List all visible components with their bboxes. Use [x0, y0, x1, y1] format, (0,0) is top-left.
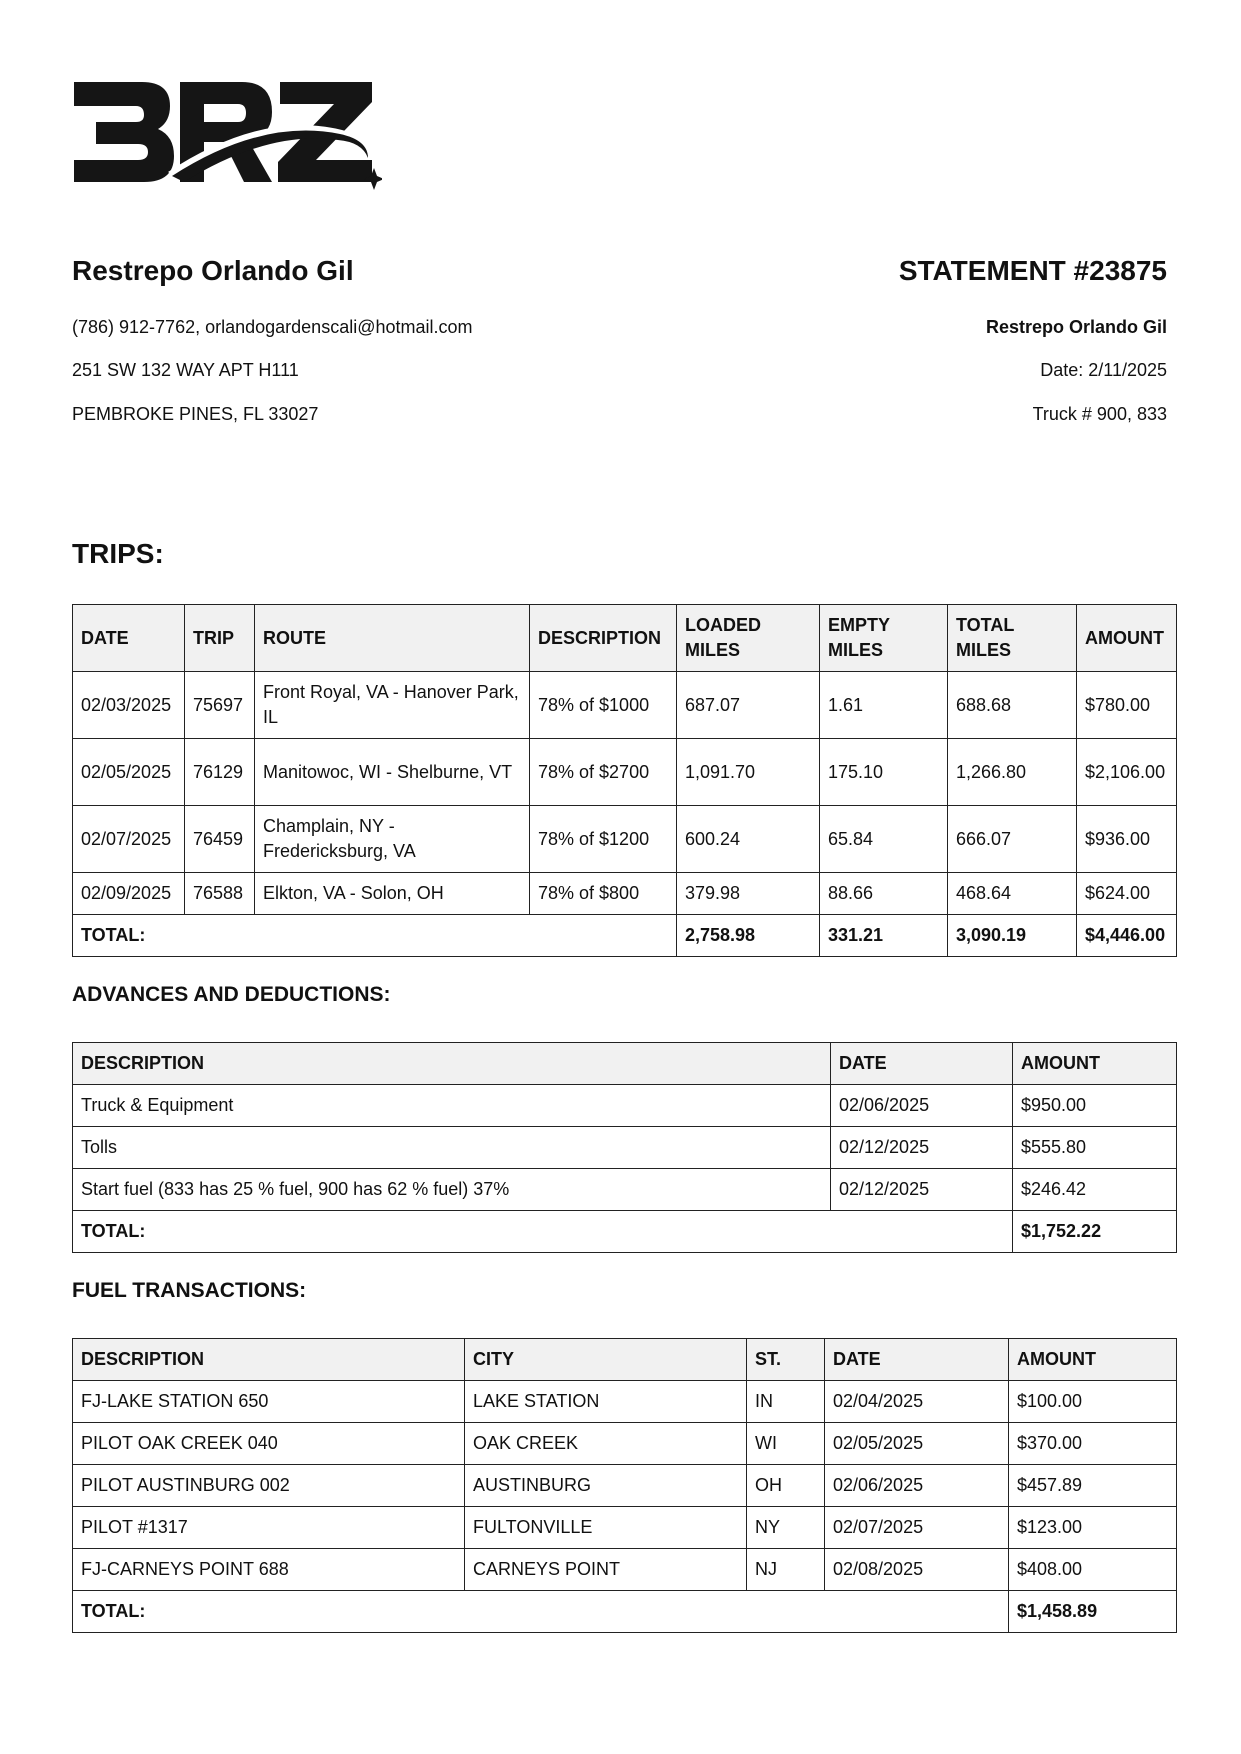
statement-title: STATEMENT #23875 — [898, 255, 1167, 286]
table-row — [73, 739, 1177, 806]
table-cell: 02/07/2025 — [73, 806, 185, 873]
table-row — [73, 1507, 1177, 1549]
driver-contact: (786) 912-7762, orlandogardenscali@hotmail.com — [72, 317, 473, 337]
table-row — [73, 1127, 1177, 1169]
column-header: AMOUNT — [1013, 1043, 1177, 1085]
table-cell: Truck & Equipment — [73, 1085, 831, 1127]
trips-table — [72, 604, 1177, 957]
table-cell: FJ-LAKE STATION 650 — [73, 1381, 465, 1423]
table-cell: 02/05/2025 — [73, 739, 185, 806]
table-cell: $950.00 — [1013, 1085, 1177, 1127]
table-cell: 666.07 — [948, 806, 1077, 873]
table-cell: PILOT OAK CREEK 040 — [73, 1423, 465, 1465]
table-cell: NY — [747, 1507, 825, 1549]
trips-title: TRIPS: — [72, 538, 164, 569]
table-cell: Front Royal, VA - Hanover Park, IL — [255, 672, 530, 739]
table-cell: 78% of $1200 — [530, 806, 677, 873]
table-row — [73, 1169, 1177, 1211]
table-row — [73, 873, 1177, 915]
brz-logo — [72, 80, 382, 190]
table-cell: 02/06/2025 — [831, 1085, 1013, 1127]
table-cell: 379.98 — [677, 873, 820, 915]
table-cell: NJ — [747, 1549, 825, 1591]
table-cell: PILOT AUSTINBURG 002 — [73, 1465, 465, 1507]
table-cell: 1,091.70 — [677, 739, 820, 806]
table-row — [73, 1465, 1177, 1507]
table-cell: 02/08/2025 — [825, 1549, 1009, 1591]
table-cell: 600.24 — [677, 806, 820, 873]
table-cell: Start fuel (833 has 25 % fuel, 900 has 62 % fuel) 37% — [73, 1169, 831, 1211]
total-row — [73, 915, 1177, 957]
table-cell: 468.64 — [948, 873, 1077, 915]
table-cell: 02/04/2025 — [825, 1381, 1009, 1423]
table-cell: $123.00 — [1009, 1507, 1177, 1549]
table-header-row — [73, 1339, 1177, 1381]
driver-address-line2: PEMBROKE PINES, FL 33027 — [72, 404, 319, 424]
column-header: AMOUNT — [1009, 1339, 1177, 1381]
total-label: TOTAL: — [73, 915, 677, 957]
total-row — [73, 1591, 1177, 1633]
table-cell: 76588 — [185, 873, 255, 915]
table-cell: 02/03/2025 — [73, 672, 185, 739]
table-cell: $246.42 — [1013, 1169, 1177, 1211]
driver-name: Restrepo Orlando Gil — [72, 255, 354, 286]
column-header: EMPTY MILES — [820, 605, 948, 672]
table-cell: AUSTINBURG — [465, 1465, 747, 1507]
table-cell: 78% of $2700 — [530, 739, 677, 806]
column-header: TOTAL MILES — [948, 605, 1077, 672]
table-cell: 1.61 — [820, 672, 948, 739]
table-cell: 76459 — [185, 806, 255, 873]
table-cell: $100.00 — [1009, 1381, 1177, 1423]
table-cell: 78% of $1000 — [530, 672, 677, 739]
table-cell: $457.89 — [1009, 1465, 1177, 1507]
table-cell: 02/05/2025 — [825, 1423, 1009, 1465]
column-header: DATE — [825, 1339, 1009, 1381]
table-row — [73, 806, 1177, 873]
statement-date: Date: 2/11/2025 — [1040, 360, 1167, 380]
table-cell: 688.68 — [948, 672, 1077, 739]
table-cell: $936.00 — [1077, 806, 1177, 873]
table-cell: 175.10 — [820, 739, 948, 806]
column-header: DESCRIPTION — [530, 605, 677, 672]
fuel-table — [72, 1338, 1177, 1633]
table-cell: FJ-CARNEYS POINT 688 — [73, 1549, 465, 1591]
table-cell: $555.80 — [1013, 1127, 1177, 1169]
table-cell: OAK CREEK — [465, 1423, 747, 1465]
table-cell: 76129 — [185, 739, 255, 806]
table-cell: 02/09/2025 — [73, 873, 185, 915]
fuel-title: FUEL TRANSACTIONS: — [72, 1279, 307, 1302]
column-header: DATE — [73, 605, 185, 672]
advances-title: ADVANCES AND DEDUCTIONS: — [72, 983, 391, 1006]
table-cell: 1,266.80 — [948, 739, 1077, 806]
table-row — [73, 1085, 1177, 1127]
table-cell: Tolls — [73, 1127, 831, 1169]
table-cell: $408.00 — [1009, 1549, 1177, 1591]
table-cell: $780.00 — [1077, 672, 1177, 739]
column-header: ST. — [747, 1339, 825, 1381]
table-cell: 02/07/2025 — [825, 1507, 1009, 1549]
table-cell: Elkton, VA - Solon, OH — [255, 873, 530, 915]
table-cell: 02/06/2025 — [825, 1465, 1009, 1507]
total-empty-miles: 331.21 — [820, 915, 948, 957]
table-cell: CARNEYS POINT — [465, 1549, 747, 1591]
table-cell: 78% of $800 — [530, 873, 677, 915]
table-row — [73, 1549, 1177, 1591]
table-cell: Champlain, NY - Fredericksburg, VA — [255, 806, 530, 873]
column-header: DESCRIPTION — [73, 1043, 831, 1085]
total-amount: $1,458.89 — [1009, 1591, 1177, 1633]
total-row — [73, 1211, 1177, 1253]
table-cell: 88.66 — [820, 873, 948, 915]
table-row — [73, 672, 1177, 739]
table-row — [73, 1423, 1177, 1465]
table-cell: PILOT #1317 — [73, 1507, 465, 1549]
column-header: LOADED MILES — [677, 605, 820, 672]
table-cell: $2,106.00 — [1077, 739, 1177, 806]
total-loaded-miles: 2,758.98 — [677, 915, 820, 957]
table-cell: OH — [747, 1465, 825, 1507]
table-cell: 02/12/2025 — [831, 1169, 1013, 1211]
table-header-row — [73, 605, 1177, 672]
statement-truck: Truck # 900, 833 — [1032, 404, 1167, 424]
driver-address-line1: 251 SW 132 WAY APT H111 — [72, 360, 299, 380]
total-amount: $1,752.22 — [1013, 1211, 1177, 1253]
table-cell: 75697 — [185, 672, 255, 739]
table-cell: LAKE STATION — [465, 1381, 747, 1423]
table-cell: FULTONVILLE — [465, 1507, 747, 1549]
advances-table — [72, 1042, 1177, 1253]
table-cell: 02/12/2025 — [831, 1127, 1013, 1169]
total-label: TOTAL: — [73, 1591, 1009, 1633]
column-header: AMOUNT — [1077, 605, 1177, 672]
column-header: DESCRIPTION — [73, 1339, 465, 1381]
table-header-row — [73, 1043, 1177, 1085]
table-cell: $624.00 — [1077, 873, 1177, 915]
column-header: CITY — [465, 1339, 747, 1381]
column-header: DATE — [831, 1043, 1013, 1085]
column-header: ROUTE — [255, 605, 530, 672]
table-cell: Manitowoc, WI - Shelburne, VT — [255, 739, 530, 806]
table-cell: 687.07 — [677, 672, 820, 739]
column-header: TRIP — [185, 605, 255, 672]
total-miles: 3,090.19 — [948, 915, 1077, 957]
table-cell: $370.00 — [1009, 1423, 1177, 1465]
table-cell: WI — [747, 1423, 825, 1465]
table-row — [73, 1381, 1177, 1423]
table-cell: IN — [747, 1381, 825, 1423]
total-amount: $4,446.00 — [1077, 915, 1177, 957]
table-cell: 65.84 — [820, 806, 948, 873]
total-label: TOTAL: — [73, 1211, 1013, 1253]
statement-name: Restrepo Orlando Gil — [985, 317, 1167, 337]
